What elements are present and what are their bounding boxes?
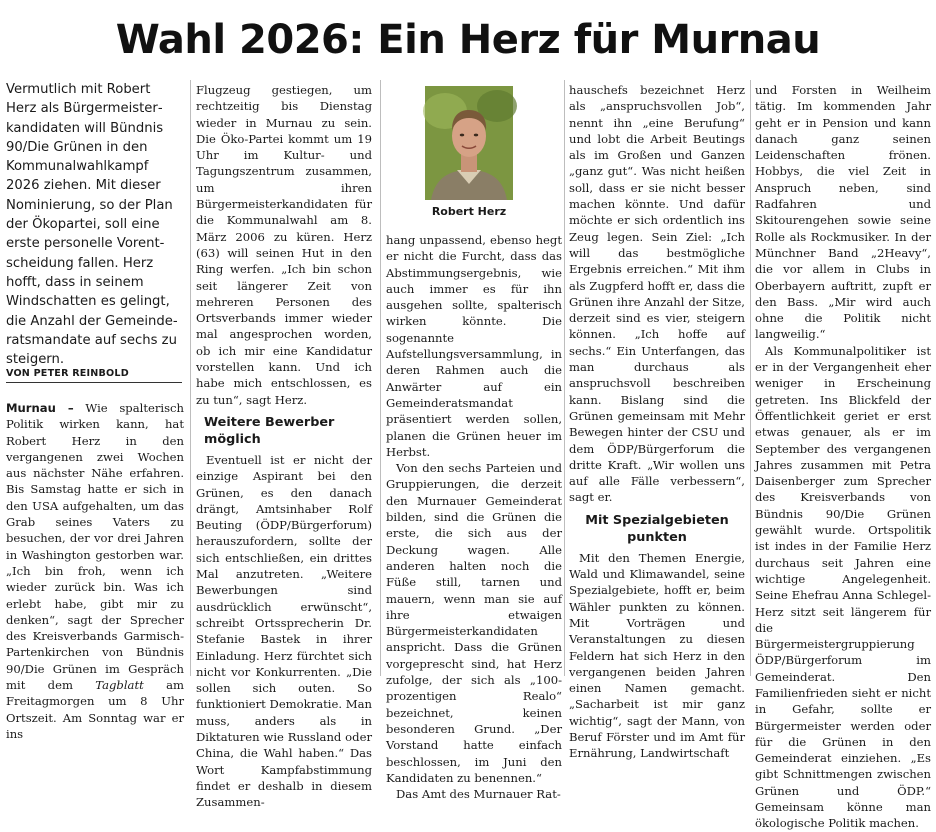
portrait-photo bbox=[425, 86, 513, 200]
paragraph: hang unpassend, ebenso hegt er nicht die Furcht, dass das Abstimmungsergebnis, wie auch immer es für ihn ausgehen sollte, spalterisch wirken könnte. Die sogenannte Aufstellungsversammlung, in deren Rahmen auch die Anwärter auf ein Gemeinderatsmandat präsentiert werden sollen, planen die Grünen heuer im Herbst. bbox=[386, 233, 562, 459]
subheading: Mit Spezialgebieten punkten bbox=[585, 512, 729, 545]
column-3 bbox=[386, 232, 562, 802]
paragraph: Eventuell ist er nicht der einzige Aspirant bei den Grünen, es den danach drängt, Amtsinhaber Rolf Beuting (ÖDP/Bürgerforum) herauszufordern, sollte der sich entschließen, ein drittes Mal anzutreten. „Weitere Bewerbungen sind ausdrücklich erwünscht“, schreibt Ortssprecherin Dr. Stefanie Bastek in ihrer Einladung. Herz fürchtet sich nicht vor Konkurrenten. „Die sollen sich outen. So funktioniert Demokratie. Man muss, anders als in Diktaturen wie Russland oder China, die Wahl haben.“ Das Wort Kampfabstimmung findet er deshalb in diesem Zusammen- bbox=[196, 452, 372, 810]
paragraph: und Forsten in Weilheim tätig. Im kommenden Jahr geht er in Pension und kann danach ganz seinen Leidenschaften frönen. Hobbys, die viel Zeit in Anspruch neben, sind Radfahren und Skitourengehen sowie seine Rolle als Rockmusiker. In der Münchner Band „2Heavy“, die vor allem in Clubs in Oberbayern auftritt, zupft er den Bass. „Mir wird auch ohne die Politik nicht langweilig.“ bbox=[755, 83, 931, 342]
byline: VON PETER REINBOLD bbox=[6, 368, 182, 383]
portrait-image bbox=[425, 86, 513, 200]
dateline: Murnau – bbox=[6, 401, 74, 415]
column-rule bbox=[564, 80, 565, 676]
column-1 bbox=[6, 400, 185, 741]
paragraph: Flugzeug gestiegen, um rechtzeitig bis Dienstag wieder in Murnau zu sein. Die Öko-Partei kommt um 19 Uhr im Kultur- und Tagungszentrum zusammen, um ihren Bürgermeisterkandidaten für die Kommunalwahl am 8. März 2006 zu küren. Herz (63) will seinen Hut in den Ring werfen. „Ich bin schon seit längerer Zeit von mehreren Personen des Ortsverbands immer wieder mal angesprochen worden, ob ich mir eine Kandidatur vorstellen kann. Und ich habe mich entschlossen, es zu tun“, sagt Herz. bbox=[196, 83, 372, 407]
paragraph: Mit den Themen Energie, Wald und Klimawandel, seine Spezialgebiete, hofft er, beim Wähler punkten zu können. Mit Vorträgen und Veranstaltungen zu diesen Feldern hat sich Herz in den vergangenen beiden Jahren einen Namen gemacht. „Sacharbeit ist mir ganz wichtig“, sagt der Mann, von Beruf Förster und im Amt für Ernährung, Landwirtschaft bbox=[569, 550, 745, 761]
paragraph: Von den sechs Parteien und Gruppierungen, die derzeit den Murnauer Gemeinderat bilden, sind die Grünen die erste, die sich aus der Deckung wagen. Alle anderen halten noch die Füße still, tarnen und mauern, wenn man sie auf ihre etwaigen Bürgermeisterkandidaten anspricht. Dass die Grünen vorgeprescht sind, hat Herz zufolge, der sich als „100-prozentigen Realo“ bezeichnet, keinen besonderen Grund. „Der Vorstand hatte einfach beschlossen, im Juni den Kandidaten zu benennen.“ bbox=[386, 461, 562, 785]
paragraph-text: Wie spalterisch Politik wirken kann, hat Robert Herz in den vergangenen zwei Wochen aus nächster Nähe erfahren. Bis Samstag hatte er sich in den USA aufgehalten, um das Grab seines Vaters zu besuchen, der vor drei Jahren in Washington gestorben war. „Ich bin froh, wenn ich wieder zurück bin. Was ich erlebt habe, gibt mir zu denken“, sagt der Sprecher des Kreisverbands Garmisch-Partenkirchen von Bündnis 90/Die Grünen im Gespräch mit dem bbox=[6, 401, 184, 693]
paragraph: Als Kommunalpolitiker ist er in der Vergangenheit eher weniger in Erscheinung getreten. Ins Blickfeld der Öffentlichkeit geriet er erst etwas genauer, als er im September des vergangenen Jahres zusammen mit Petra Daisenberger zum Sprecher des Kreisverbands von Bündnis 90/Die Grünen gewählt wurde. Ortspolitik ist indes in der Familie Herz durchaus seit Jahren eine wichtige Angelegenheit. Seine Ehefrau Anna Schlegel-Herz sitzt seit längerem für die Bürgermeistergruppierung ÖDP/Bürgerforum im Gemeinderat. Den Familienfrieden sieht er nicht in Gefahr, sollte er Bürgermeister werden oder für die Grünen in den Gemeinderat einziehen. „Es gibt Schnittmengen zwischen Grünen und ÖDP.“ Gemeinsam könne man ökologische Politik machen. bbox=[755, 343, 931, 831]
column-rule bbox=[750, 80, 751, 676]
column-rule bbox=[380, 80, 381, 676]
headline: Wahl 2026: Ein Herz für Murnau bbox=[115, 17, 821, 63]
paragraph-text: am Freitagmorgen um 8 Uhr Ortszeit. Am Sonntag war er ins bbox=[6, 678, 185, 741]
newspaper-name: Tagblatt bbox=[95, 678, 144, 693]
column-2 bbox=[196, 82, 372, 810]
column-4 bbox=[569, 82, 745, 761]
teaser: Vermutlich mit Robert Herz als Bürgermeisterkandidaten will Bündnis 90/Die Grünen in den Kommunalwahlkampf 2026 ziehen. Mit dieser Nominierung, so der Plan der Ökopartei, soll eine erste personelle Vorentscheidung fallen. Herz hofft, dass in seinem Windschatten es gelingt, die Anzahl der Gemeinderatsmandate auf sechs zu steigern. bbox=[6, 82, 178, 368]
column-5 bbox=[755, 82, 931, 831]
paragraph: hauschefs bezeichnet Herz als „anspruchsvollen Job“, nennt ihn „eine Berufung“ und lobt die Arbeit Beutings als im Großen und Ganzen „ganz gut“. Was nicht heißen soll, dass er sie nicht besser machen könnte. Und dafür möchte er sich ordentlich ins Zeug legen. Sein Ziel: „Ich will das bestmögliche Ergebnis erreichen.“ Mit ihm als Zugpferd hofft er, dass die Grünen ihre Anzahl der Sitze, derzeit sind es vier, steigern können. „Ich hoffe auf sechs.“ Ein Unterfangen, das man durchaus als anspruchsvoll beschreiben kann. Bislang sind die Grünen gemeinsam mit Mehr Bewegen hinter der CSU und dem ÖDP/Bürgerforum die dritte Kraft. „Wir wollen uns auf alle Fälle verbessern“, sagt er. bbox=[569, 83, 745, 505]
paragraph: Das Amt des Murnauer Rat- bbox=[396, 787, 561, 802]
paragraph bbox=[6, 400, 184, 742]
photo-caption: Robert Herz bbox=[431, 205, 507, 218]
subheading: Weitere Bewerber möglich bbox=[204, 414, 335, 447]
column-rule bbox=[190, 80, 191, 676]
